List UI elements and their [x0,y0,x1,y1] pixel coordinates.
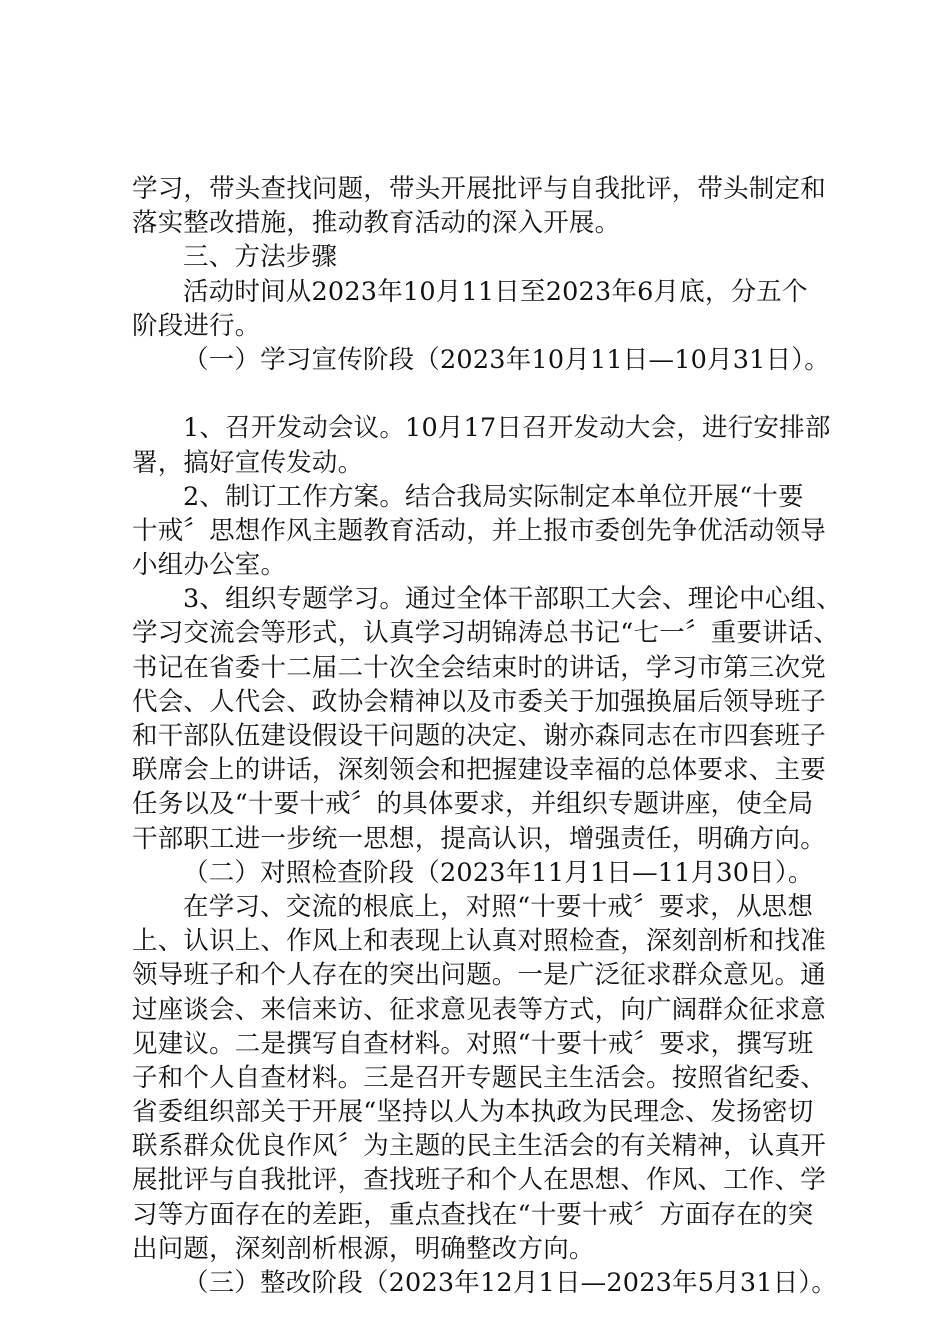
paragraph-line: 落实整改措施，推动教育活动的深入开展。 [132,208,621,239]
phase-heading: （三）整改阶段（2023年12月1日—2023年5月31日）。 [183,1268,838,1298]
paragraph-line: 代会、人代会、政协会精神以及市委关于加强换届后领导班子 [132,686,826,717]
paragraph-line: 习等方面存在的差距，重点查找在“十要十戒〞方面存在的突 [132,1199,814,1230]
paragraph-line: 学习交流会等形式，认真学习胡锦涛总书记“七一〞重要讲话、 [132,618,840,649]
phase-heading: （一）学习宣传阶段（2023年10月11日—10月31日）。 [183,344,830,375]
section-heading: 三、方法步骤 [183,242,338,273]
paragraph-line: 任务以及“十要十戒〞的具体要求，并组织专题讲座，使全局 [132,789,814,820]
paragraph-line: 署，搞好宣传发动。 [132,447,364,478]
paragraph-line: 联系群众优良作风〞为主题的民主生活会的有关精神，认真开 [132,1131,826,1162]
blank-line [132,377,832,411]
paragraph-line: 和干部队伍建设假设干问题的决定、谢亦森同志在市四套班子 [132,721,826,751]
paragraph-line: 省委组织部关于开展“坚持以人为本执政为民理念、发扬密切 [132,1097,814,1128]
paragraph-line: 阶段进行。 [132,310,261,341]
paragraph-line: 小组办公室。 [132,550,287,581]
paragraph-line: 书记在省委十二届二十次全会结束时的讲话，学习市第三次党 [132,652,826,683]
phase-heading: （二）对照检查阶段（2023年11月1日—11月30日）。 [183,857,814,888]
paragraph-line: 出问题，深刻剖析根源，明确整改方向。 [132,1233,595,1264]
paragraph-line: 在学习、交流的根底上，对照“十要十戒〞要求，从思想 [183,891,814,922]
paragraph-line: 上、认识上、作风上和表现上认真对照检查，深刻剖析和找准 [132,926,826,957]
paragraph-line: 联席会上的讲话，深刻领会和把握建设幸福的总体要求、主要 [132,755,826,786]
paragraph-line: 过座谈会、来信来访、征求意见表等方式，向广阔群众征求意 [132,994,826,1025]
paragraph-line: 3、组织专题学习。通过全体干部职工大会、理论中心组、 [183,584,842,615]
paragraph-line: 子和个人自查材料。三是召开专题民主生活会。按照省纪委、 [132,1062,826,1093]
paragraph-line: 领导班子和个人存在的突出问题。一是广泛征求群众意见。通 [132,960,826,991]
paragraph-line: 2、制订工作方案。结合我局实际制定本单位开展“十要 [183,481,804,512]
paragraph-line: 展批评与自我批评，查找班子和个人在思想、作风、工作、学 [132,1165,826,1196]
paragraph-line: 活动时间从2023年10月11日至2023年6月底，分五个 [183,276,808,307]
paragraph-line: 学习，带头查找问题，带头开展批评与自我批评，带头制定和 [132,174,826,204]
paragraph-line: 干部职工进一步统一思想，提高认识，增强责任，明确方向。 [132,823,826,854]
paragraph-line: 见建议。二是撰写自查材料。对照“十要十戒〞要求，撰写班 [132,1028,814,1059]
document-body [132,172,842,1300]
paragraph-line: 1、召开发动会议。10月17日召开发动大会，进行安排部 [183,413,831,444]
paragraph-line: 十戒〞思想作风主题教育活动，并上报市委创先争优活动领导 [132,515,826,546]
